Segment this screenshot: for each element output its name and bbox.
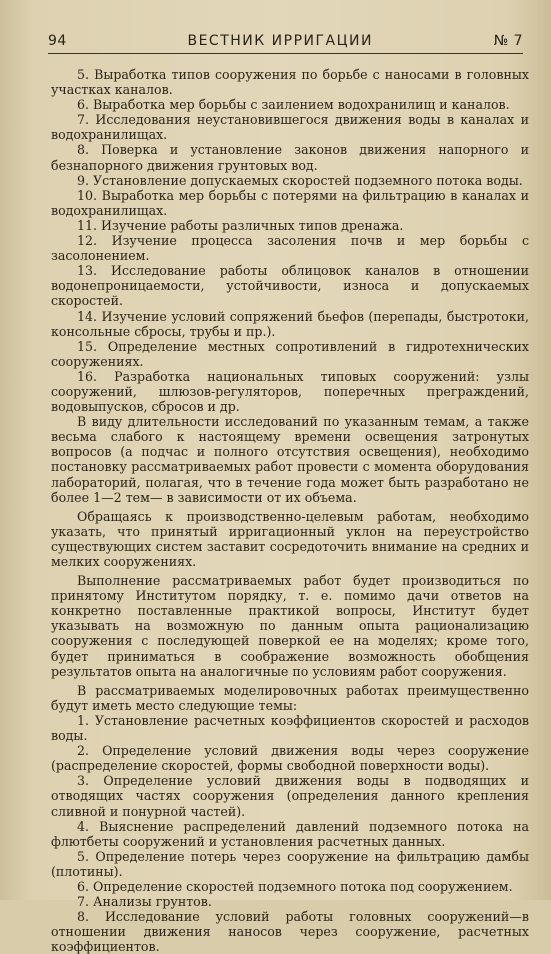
paragraph: 12. Изучение процесса засоления почв и мер борьбы с засолонением. <box>51 233 529 264</box>
paragraph: 8. Поверка и установление законов движения напорного и безнапорного движения грунтовых вод. <box>51 142 529 173</box>
paragraph: 2. Определение условий движения воды через сооружение (распределение скоростей, формы свободной поверхности воды). <box>51 743 529 774</box>
paragraph: 6. Выработка мер борьбы с заилением водохранилищ и каналов. <box>77 97 510 113</box>
paragraph: 15. Определение местных сопротивлений в гидротехнических сооружениях. <box>51 338 529 369</box>
paragraph: 5. Определение потерь через сооружение на фильтрацию дамбы (плотины). <box>51 848 529 879</box>
paragraph: 3. Определение условий движения воды в подводящих и отводящих частях сооружения (определения данного крепления сливной и понурной частей). <box>51 773 529 819</box>
page-number: 94 <box>48 33 67 49</box>
paragraph: В рассматриваемых моделировочных работах преимущественно будут иметь место следующие темы: <box>51 682 529 713</box>
paragraph: 14. Изучение условий сопряжений бьефов (перепады, быстротоки, консольные сбросы, трубы и пр.). <box>51 308 529 339</box>
page-body <box>51 67 529 954</box>
paragraph: 9. Установление допускаемых скоростей подземного потока воды. <box>77 172 523 188</box>
paragraph: 16. Разработка национальных типовых сооружений: узлы сооружений, шлюзов-регуляторов, поперечных преграждений, водовыпусков, сбросов и др. <box>51 368 529 415</box>
paragraph: Обращаясь к производственно-целевым работам, необходимо указать, что принятый ирригационный уклон на переустройство существующих систем заставит сосредоточить внимание на средних и мелких сооружениях. <box>51 508 529 569</box>
paragraph: 7. Анализы грунтов. <box>77 894 212 910</box>
paragraph: 1. Установление расчетных коэффициентов скоростей и расходов воды. <box>51 712 529 744</box>
paragraph: 7. Исследования неустановившегося движения воды в каналах и водохранилищах. <box>51 112 529 143</box>
paragraph: Выполнение рассматриваемых работ будет производиться по принятому Институтом порядку, т. е. помимо дачи ответов на конкретно поставленные практикой вопросы, Институт будет указывать на возможную по данным опыта рационализацию сооружения с последующей поверкой ее на моделях; кроме того, будет приниматься в соображение возможность обобщения результатов опыта на аналогичные по условиям работ сооружения. <box>51 573 529 679</box>
paragraph: 13. Исследование работы облицовок каналов в отношении водонепроницаемости, устойчивости, износа и допускаемых скоростей. <box>51 263 529 309</box>
issue-number: № 7 <box>493 33 523 49</box>
paragraph: 11. Изучение работы различных типов дренажа. <box>77 217 404 233</box>
paragraph: 10. Выработка мер борьбы с потерями на фильтрацию в каналах и водохранилищах. <box>51 187 529 218</box>
page-header <box>48 33 523 54</box>
paragraph: 4. Выяснение распределений давлений подземного потока на флютбеты сооружений и установления расчетных данных. <box>51 818 529 849</box>
paragraph: 5. Выработка типов сооружения по борьбе с наносами в головных участках каналов. <box>51 67 529 98</box>
paragraph: В виду длительности исследований по указанным темам, а также весьма слабого к настоящему времени освещения затронутых вопросов (а подчас и полного отсутствия освещения), необходимо постановку рассматриваемых работ провести с момента оборудования лабораторий, полагая, что в течение года может быть разработано не более 1—2 тем— в зависимости от их объема. <box>51 414 529 505</box>
journal-title: ВЕСТНИК ИРРИГАЦИИ <box>187 33 373 49</box>
paragraph: 6. Определение скоростей подземного потока под сооружением. <box>77 878 513 894</box>
paragraph: 8. Исследование условий работы головных сооружений—в отношении движения наносов через сооружение, расчетных коэффициентов. <box>51 909 529 954</box>
